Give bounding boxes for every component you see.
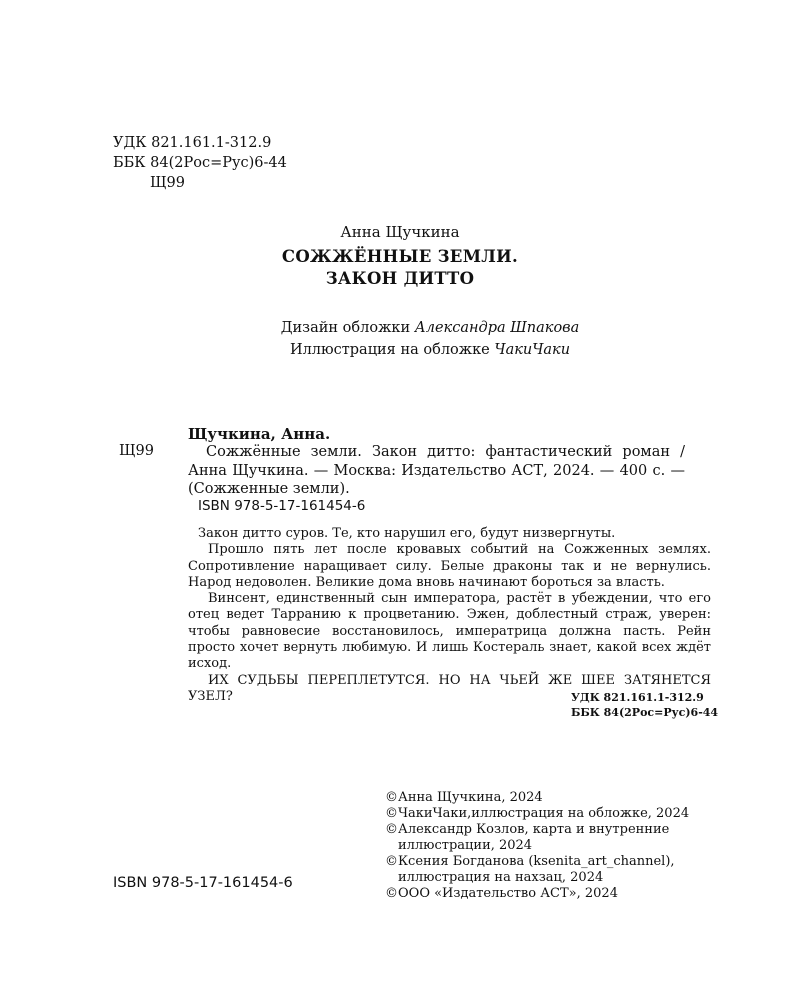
catalog-description: Сожжённые земли. Закон дитто: фантастический роман / Анна Щучкина. — Москва: Издательство АСТ, 2024. — 400 с. — (Сожженные земли). [188,444,685,497]
copyright-line: © ЧакиЧаки,иллюстрация на обложке, 2024 [385,806,690,821]
annotation-paragraph: Закон дитто суров. Те, кто нарушил его, будут низвергнуты. [198,526,616,541]
catalog-isbn: ISBN 978-5-17-161454-6 [198,498,366,514]
small-bbk-code: ББК 84(2Рос=Рус)6-44 [571,706,719,719]
title-line-2: ЗАКОН ДИТТО [325,269,475,288]
copyright-icon: © [385,790,398,805]
copyright-icon: © [385,806,398,821]
author-mark: Щ99 [150,175,185,191]
small-classification-codes [571,690,718,720]
isbn-bottom: ISBN 978-5-17-161454-6 [113,875,293,891]
illustration-prefix: Иллюстрация на обложке [289,342,490,358]
annotation-paragraph: ИХ СУДЬБЫ ПЕРЕПЛЕТУТСЯ. НО НА ЧЬЕЙ ЖЕ ШЕЕ ЗАТЯНЕТСЯ УЗЕЛ? [188,672,711,704]
annotation-paragraph: Винсент, единственный сын императора, растёт в убеждении, что его отец ведет Тарранию к процветанию. Эжен, доблестный страж, уверен: чтобы равновесие восстановилось, императрица должна пасть. Рейн просто хочет вернуть любимую. И лишь Костераль знает, какой всех ждёт исход. [188,591,711,672]
copyright-line: © Александр Козлов, карта и внутренние [385,822,670,837]
book-title [0,246,800,290]
annotation [188,526,711,705]
copyright-icon: © [385,822,398,837]
illustration-credit [0,339,800,361]
copyright-block [385,790,689,902]
cover-design-prefix: Дизайн обложки [280,320,411,336]
illustrator-name: ЧакиЧаки [494,342,571,358]
copyright-line-continuation: иллюстрации, 2024 [398,838,533,853]
catalog-author-heading: Щучкина, Анна. [188,425,331,443]
catalog-author-mark: Щ99 [119,443,154,459]
annotation-paragraph: Прошло пять лет после кровавых событий на Сожженных землях. Сопротивление наращивает силу. Белые драконы так и не вернулись. Народ недоволен. Великие дома вновь начинают бороться за власть. [188,542,711,590]
classification-codes [113,133,287,193]
cover-designer-name: Александра Шпакова [414,320,580,336]
copyright-line-continuation: иллюстрация на нахзац, 2024 [398,870,604,885]
small-udk-code: УДК 821.161.1-312.9 [571,691,704,704]
cover-design-credit [0,317,800,339]
copyright-line: © Ксения Богданова (ksenita_art_channel), [385,854,675,869]
copyright-line: © ООО «Издательство АСТ», 2024 [385,886,618,901]
title-line-1: СОЖЖЁННЫЕ ЗЕМЛИ. [281,247,519,266]
book-author: Анна Щучкина [340,223,460,241]
udk-code: УДК 821.161.1-312.9 [113,135,272,151]
copyright-line: © Анна Щучкина, 2024 [385,790,543,805]
copyright-icon: © [385,886,398,901]
bbk-code: ББК 84(2Рос=Рус)6-44 [113,155,287,171]
copyright-icon: © [385,854,398,869]
cover-credits [0,317,800,361]
